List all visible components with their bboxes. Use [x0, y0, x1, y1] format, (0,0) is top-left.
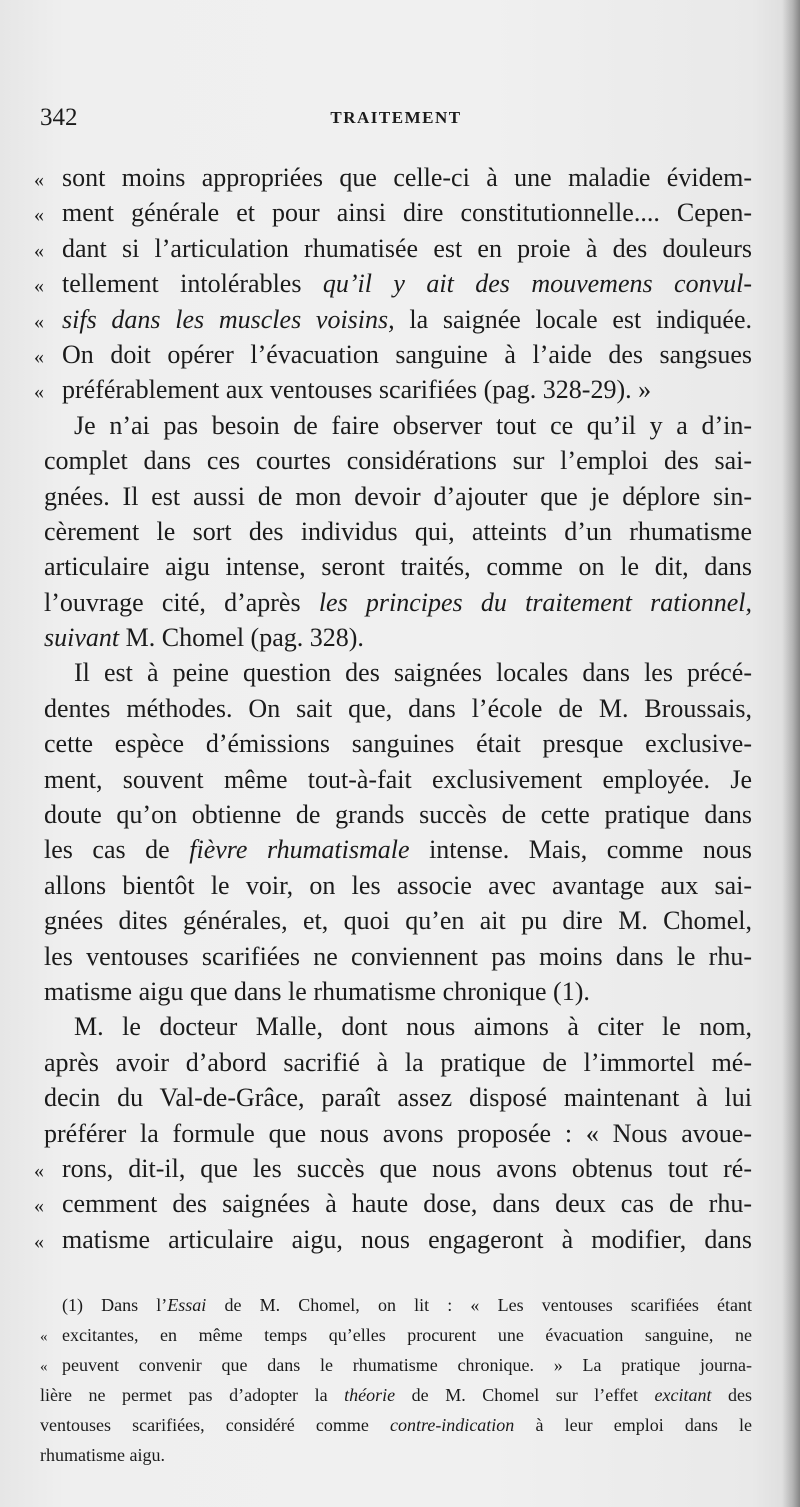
- text-line: suivant M. Chomel (pag. 328).: [44, 623, 364, 653]
- text-line: gnées dites générales, et, quoi qu’en ait pu dire M. Chomel,: [44, 906, 752, 936]
- text-line: l’ouvrage cité, d’après les principes du traitement rationnel,: [44, 587, 753, 617]
- footnote-line: « peuvent convenir que dans le rhumatisme chronique. » La pratique journa-: [40, 1350, 752, 1380]
- paragraph-start: Il est à peine question des saignées locales dans les précé-: [74, 658, 752, 688]
- page-number: 342: [40, 104, 78, 131]
- paragraph-start: M. le docteur Malle, dont nous aimons à citer le nom,: [74, 1012, 752, 1042]
- page-header: [40, 104, 752, 140]
- text-line: matisme aigu que dans le rhumatisme chronique (1).: [44, 976, 590, 1006]
- paragraph-start: Je n’ai pas besoin de faire observer tout ce qu’il y a d’in-: [74, 410, 752, 440]
- quote-mark: «: [40, 1329, 48, 1345]
- text-line: « préférablement aux ventouses scarifiées (pag. 328-29). »: [44, 372, 752, 407]
- quote-mark: «: [34, 381, 44, 404]
- text-line: cette espèce d’émissions sanguines était presque exclusive-: [44, 729, 752, 759]
- text-line: « ment générale et pour ainsi dire constitutionnelle.... Cepen-: [44, 195, 752, 230]
- footnote-line: « excitantes, en même temps qu’elles procurent une évacuation sanguine, ne: [40, 1320, 752, 1350]
- footnote-line: lière ne permet pas d’adopter la théorie de M. Chomel sur l’effet excitant des: [40, 1385, 753, 1405]
- text-line: les cas de fièvre rhumatismale intense. Mais, comme nous: [44, 835, 752, 865]
- main-text: [34, 160, 753, 1257]
- text-line: « sifs dans les muscles voisins, la saignée locale est indiquée.: [44, 302, 752, 337]
- footnote-line: ventouses scarifiées, considéré comme contre-indication à leur emploi dans le: [40, 1415, 753, 1435]
- footnote-line: (1) Dans l’Essai de M. Chomel, on lit : « Les ventouses scarifiées étant: [62, 1295, 752, 1315]
- text-line: « On doit opérer l’évacuation sanguine à l’aide des sangsues: [44, 337, 752, 372]
- text-line: « tellement intolérables qu’il y ait des mouvemens convul-: [44, 266, 752, 301]
- text-line: doute qu’on obtienne de grands succès de cette pratique dans: [44, 800, 752, 830]
- quote-mark: «: [34, 345, 44, 368]
- quote-mark: «: [34, 1159, 44, 1182]
- quote-mark: «: [34, 239, 44, 262]
- text-line: « cemment des saignées à haute dose, dans deux cas de rhu-: [44, 1186, 752, 1221]
- quote-mark: «: [34, 1195, 44, 1218]
- text-line: cèrement le sort des individus qui, atteints d’un rhumatisme: [44, 516, 752, 546]
- quote-mark: «: [34, 275, 44, 298]
- text-line: « dant si l’articulation rhumatisée est en proie à des douleurs: [44, 231, 752, 266]
- text-line: dentes méthodes. On sait que, dans l’école de M. Broussais,: [44, 693, 752, 723]
- text-line: « sont moins appropriées que celle-ci à une maladie évidem-: [44, 160, 752, 195]
- running-head: TRAITEMENT: [330, 108, 462, 127]
- text-line: « matisme articulaire aigu, nous engageront à modifier, dans: [44, 1222, 752, 1257]
- text-line: articulaire aigu intense, seront traités, comme on le dit, dans: [44, 552, 752, 582]
- quote-mark: «: [34, 204, 44, 227]
- page-edge-shadow: [782, 0, 800, 1507]
- text-line: decin du Val-de-Grâce, paraît assez disposé maintenant à lui: [44, 1083, 752, 1113]
- text-line: « rons, dit-il, que les succès que nous avons obtenus tout ré-: [44, 1151, 752, 1186]
- text-line: les ventouses scarifiées ne conviennent pas moins dans le rhu-: [44, 941, 752, 971]
- footnote-line: rhumatisme aigu.: [40, 1445, 165, 1465]
- quote-mark: «: [40, 1359, 48, 1375]
- quote-mark: «: [34, 1230, 44, 1253]
- text-line: après avoir d’abord sacrifié à la pratique de l’immortel mé-: [44, 1047, 752, 1077]
- footnote: [40, 1290, 752, 1470]
- text-line: ment, souvent même tout-à-fait exclusivement employée. Je: [44, 764, 752, 794]
- text-line: allons bientôt le voir, on les associe avec avantage aux sai-: [44, 870, 752, 900]
- text-line: gnées. Il est aussi de mon devoir d’ajouter que je déplore sin-: [44, 481, 752, 511]
- quote-mark: «: [34, 169, 44, 191]
- text-line: préférer la formule que nous avons proposée : « Nous avoue-: [44, 1118, 752, 1148]
- quote-mark: «: [34, 310, 44, 333]
- text-line: complet dans ces courtes considérations sur l’emploi des sai-: [44, 446, 752, 476]
